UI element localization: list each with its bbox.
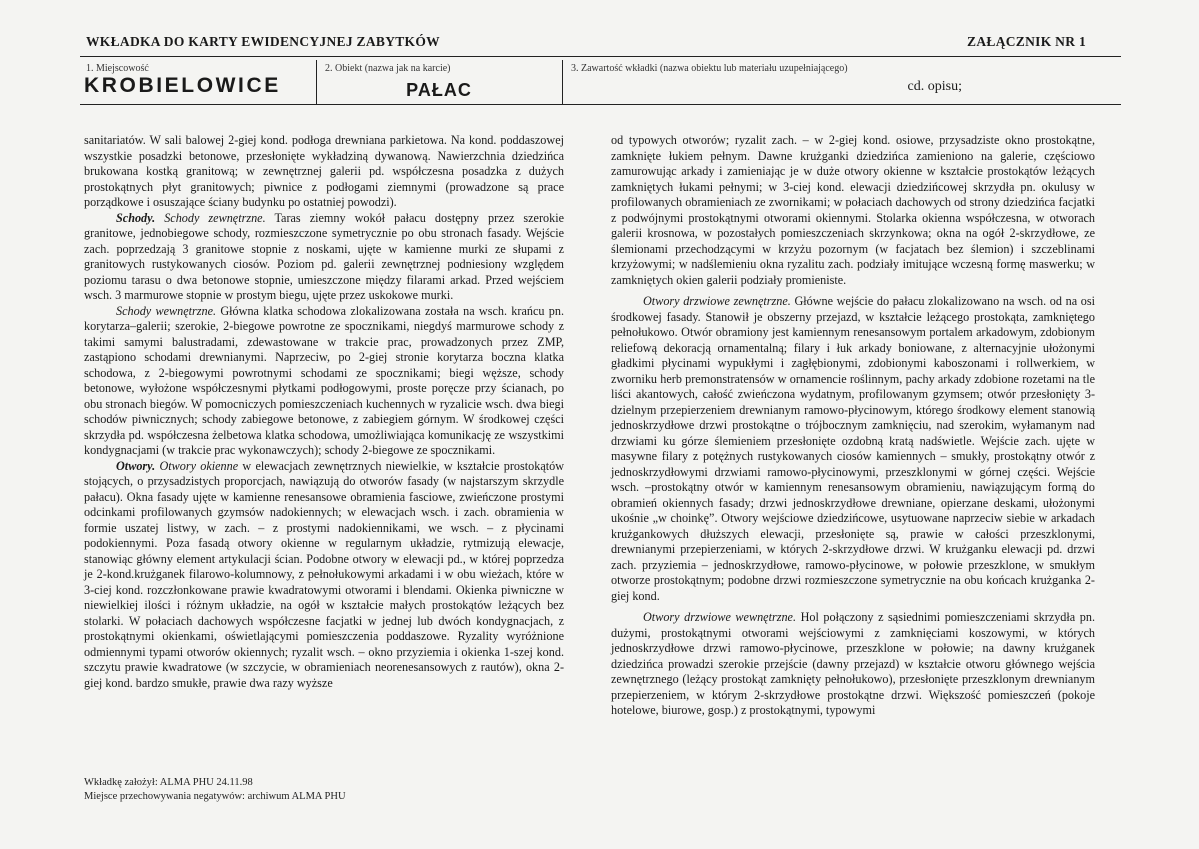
document-title: WKŁADKA DO KARTY EWIDENCYJNEJ ZABYTKÓW (86, 34, 440, 49)
paragraph-doors-interior (611, 610, 1095, 719)
right-text-column (611, 133, 1095, 719)
paragraph-stairs-interior (84, 304, 564, 459)
subheading-doors-interior: Otwory drzwiowe wewnętrzne. (643, 610, 797, 624)
heading-openings: Otwory. (116, 458, 156, 473)
paragraph-stairs-exterior (84, 211, 564, 304)
locality-label: 1. Miejscowość (86, 63, 149, 74)
paragraph-sanitary: sanitariatów. W sali balowej 2-giej kond. podłoga drewniana parkietowa. Na kond. poddaszowej wszystkie posadzki betonowe, przesłonięte wykładziną dywanową. Nawierzchnia dziedzińca brukowana kostką granitową; w zewnętrznej galerii pd. współczesna posadzka z dużych prostokątnych płyt granitowych; piwnice z podłogami ziemnymi (prowadzone są prace porządkowe i osuszające ściany budynku po ostatniej powodzi). (84, 133, 564, 209)
locality-value: KROBIELOWICE (84, 74, 281, 97)
heading-stairs: Schody. (116, 210, 156, 225)
subheading-windows: Otwory okienne (159, 458, 239, 473)
object-field (316, 60, 561, 104)
text-doors-interior: Hol połączony z sąsiednimi pomieszczeniami skrzydła pn. dużymi, prostokątnymi otworami wejściowymi z zamknięciami koszowymi, w których jednoskrzydłowe drzwi ramowo-płycinowe, przeszklone w połowie; na dawny krużganek dziedzińca prowadzi szerokie przejście (dawny przejazd) w kształcie otworu głównego wejścia zewnętrznego (leżący prostokąt zamknięty pełnołukowo), przesłonięte przeszklonym drewnianym przepierzeniem, w którym 2-skrzydłowe prostokątne drzwi. Większość pomieszczeń (pokoje hotelowe, biurowe, gosp.) z prostokątnymi, typowymi (611, 610, 1095, 717)
annex-number: ZAŁĄCZNIK NR 1 (967, 34, 1086, 49)
subheading-stairs-interior: Schody wewnętrzne. (116, 303, 217, 318)
subheading-doors-exterior: Otwory drzwiowe zewnętrzne. (643, 294, 791, 308)
contents-label: 3. Zawartość wkładki (nazwa obiektu lub materiału uzupełniającego) (571, 63, 848, 74)
header-divider (80, 56, 1121, 57)
footer-negatives-location: Miejsce przechowywania negatywów: archiwum ALMA PHU (84, 791, 346, 802)
record-fields (80, 60, 1121, 105)
paragraph-window-continuation: od typowych otworów; ryzalit zach. – w 2-giej kond. osiowe, przysadziste okno prostokątne, zamknięte łukiem pełnym. Dawne krużganki dziedzińca zamieniono na galerie, częściowo zamurowując arkady i zamieniając je w duże otwory okienne w kształcie prostokątów leżących zamkniętych łukami pełnymi; w 3-ciej kond. elewacji dziedzińcowej skrzydła pn. okulusy w profilowanych obramieniach ze zwornikami; w połaciach dachowych od strony dziedzińca facjatki z podwójnymi prostokątnymi otworami okiennymi. Stolarka okienna współczesna, w otworach galerii krosnowa, w pozostałych pomieszczeniach skrzynkowa; okna na ogół 2-skrzydłowe, ze ślemionami przechodzącymi w krzyżu pozornym (w facjatach bez ślemion) i szczeblinami krzyżowymi; w nadślemieniu okna ryzalitu zach. podziały imitujące wczesną formę maswerku; w zamkniętych okien galerii podziały promieniste. (611, 133, 1095, 287)
text-stairs-exterior: Taras ziemny wokół pałacu dostępny przez szerokie granitowe, jednobiegowe schody, rozmieszczone symetrycznie po obu stronach fasady. Wejście zach. poprzedzają 3 granitowe stopnie z noskami, ujęte w kamienne murki ze słupami z granitowych rustykowanych ciosów. Poziom pd. galerii zewnętrznej podniesiony względem poziomu tarasu o dwa betonowe stopnie, umieszczone między filarami arkad. Przed wejściem wsch. 3 marmurowe stopnie w prostym biegu, ujęte przez uskokowe murki. (84, 210, 564, 302)
paragraph-openings-windows (84, 459, 564, 692)
text-windows: w elewacjach zewnętrznych niewielkie, w kształcie prostokątów stojących, o przysadzistych proporcjach, nawiązują do otworów fasady (w najstarszym skrzydle pałacu). Okna fasady ujęte w kamienne renesansowe obramienia fasciowe, zwieńczone prostymi odcinkami profilowanych gzymsów nadokiennych; w elewacjach wsch. i zach. obramienia w formie uszatej listwy, w zach. – z prostymi nadokiennikami, we wsch. – z płycinami podokiennymi. Poza fasadą otwory okienne w regularnym układzie, rytmizują elewacje, stanowiąc główny element artykulacji ścian. Podobne otwory w elewacji pd., w której poprzedza je 2-kond.krużganek filarowo-kolumnowy, z pełnołukowymi arkadami i w obu wieżach, które w 3-ciej kond. rozczłonkowane prawie kwadratowymi otworami i blendami. Okienka piwniczne w niewielkiej ilości i różnym układzie, na ogół w kształcie małych prostokątów leżących bez stolarki. W połaciach dachowych współczesne facjatki w jednej lub dwóch kondygnacjach, z prostokątnymi okienkami, oświetlającymi pomieszczenia poddaszowe. Ryzality wyróżnione odmiennymi typami otworów okiennych; ryzalit wsch. – okno przyziemia i okienka 1-szej kond. szczytu prawie kwadratowe (w szczycie, w obramieniach neorenesansowych z rautów), okna 2-giej kond. bardzo smukłe, prawie dwa razy wyższe (84, 458, 565, 690)
text-doors-exterior: Główne wejście do pałacu zlokalizowano na wsch. od na osi środkowej fasady. Stanowił je obszerny przejazd, w kształcie leżącego prostokąta, zamkniętego pełnołukowo. Otwór obramiony jest kamiennym renesansowym portalem arkadowym, zdobionym reliefową dekoracją ornamentalną; filary i łuk arkady boniowane, z alternacyjnie ułożonymi gładkimi płycinami wypukłymi i zagłębionymi, zdobionymi kaboszonami i rollwerkiem, w zworniku herb premonstratensów w ornamencie roślinnym, pachy arkady zdobione rozetami na tle liści akantowych, całość zwieńczona wydatnym, profilowanym gzymsem; otwór przesłonięty 3-dzielnym przepierzeniem drewnianym ramowo-płycinowym, którego środkowy element stanowią jednoskrzydłowe drzwi prostokątne o trójbocznym zamknięciu, nad szerokim, wyłamanym nad drzwiami ku górze ślemieniem przesłonięte ozdobną kratą nadświetle. Wejście zach. ujęte w masywne filary z potężnych rustykowanych ciosów kamiennych – smukły, prostokątny otwór z jednoskrzydłowymi drzwiami ramowo-płycinowymi, przeszklonymi w górnej części. Wejście wsch. –prostokątny otwór w kamiennym renesansowym obramieniu, nawiązującym formą do obramień okiennych fasady; drzwi jednoskrzydłowe drewniane, opierzane deskami, ułożonymi ukośnie „w choinkę”. Otwory wejściowe dziedzińcowe, usytuowane naprzeciw siebie w arkadach krużgankowych dłuższych elewacji, przesłonięte są, prawie w całości przeszklonymi, drewnianymi przepierzeniami, w których 2-skrzydłowe drzwi. W krużganku elewacji pd. drzwi zach. przyziemia – jednoskrzydłowe, ramowo-płycinowe, w połowie przeszklone, w smukłym otworze prostokątnym; podobne drzwi rozmieszczone symetrycznie na obu końcach krużganka 2-giej kond. (611, 294, 1095, 603)
footer-notes (84, 776, 346, 804)
contents-value: cd. opisu; (907, 79, 962, 94)
paragraph-doors-exterior (611, 294, 1095, 604)
subheading-stairs-exterior: Schody zewnętrzne. (164, 210, 266, 225)
locality-field (80, 60, 314, 104)
object-value: PAŁAC (406, 80, 472, 100)
object-label: 2. Obiekt (nazwa jak na karcie) (325, 63, 451, 74)
left-text-column (84, 133, 564, 691)
contents-field (562, 60, 1122, 104)
text-stairs-interior: Główna klatka schodowa zlokalizowana została na wsch. krańcu pn. korytarza–galerii; szerokie, 2-biegowe powrotne ze spocznikami, niegdyś marmurowe schody z takimi samymi balustradami, zdewastowane w trakcie prac, prowadzonych przez ZMP, zastąpiono schodami drewnianymi. Naprzeciw, po 2-giej stronie korytarza boczna klatka schodowa, z 2-biegowymi powrotnymi schodami ze spocznikami; biegi węższe, schody betonowe, wyłożone współczesnymi płytkami podłogowymi, proste poręcze przy ścianach, po obu stronach biegów. W pomocniczych pomieszczeniach kuchennych w ryzalicie wsch. dwa biegi schodów piwnicznych; schody zabiegowe betonowe, z zabiegiem górnym. W środkowej części skrzydła pd. współczesna żelbetowa klatka schodowa, umożliwiająca komunikację ze wszystkimi kondygnacjami (w trakcie prac wykonawczych); schody 2-biegowe ze spocznikami. (84, 303, 564, 457)
footer-created-by: Wkładkę założył: ALMA PHU 24.11.98 (84, 777, 253, 788)
